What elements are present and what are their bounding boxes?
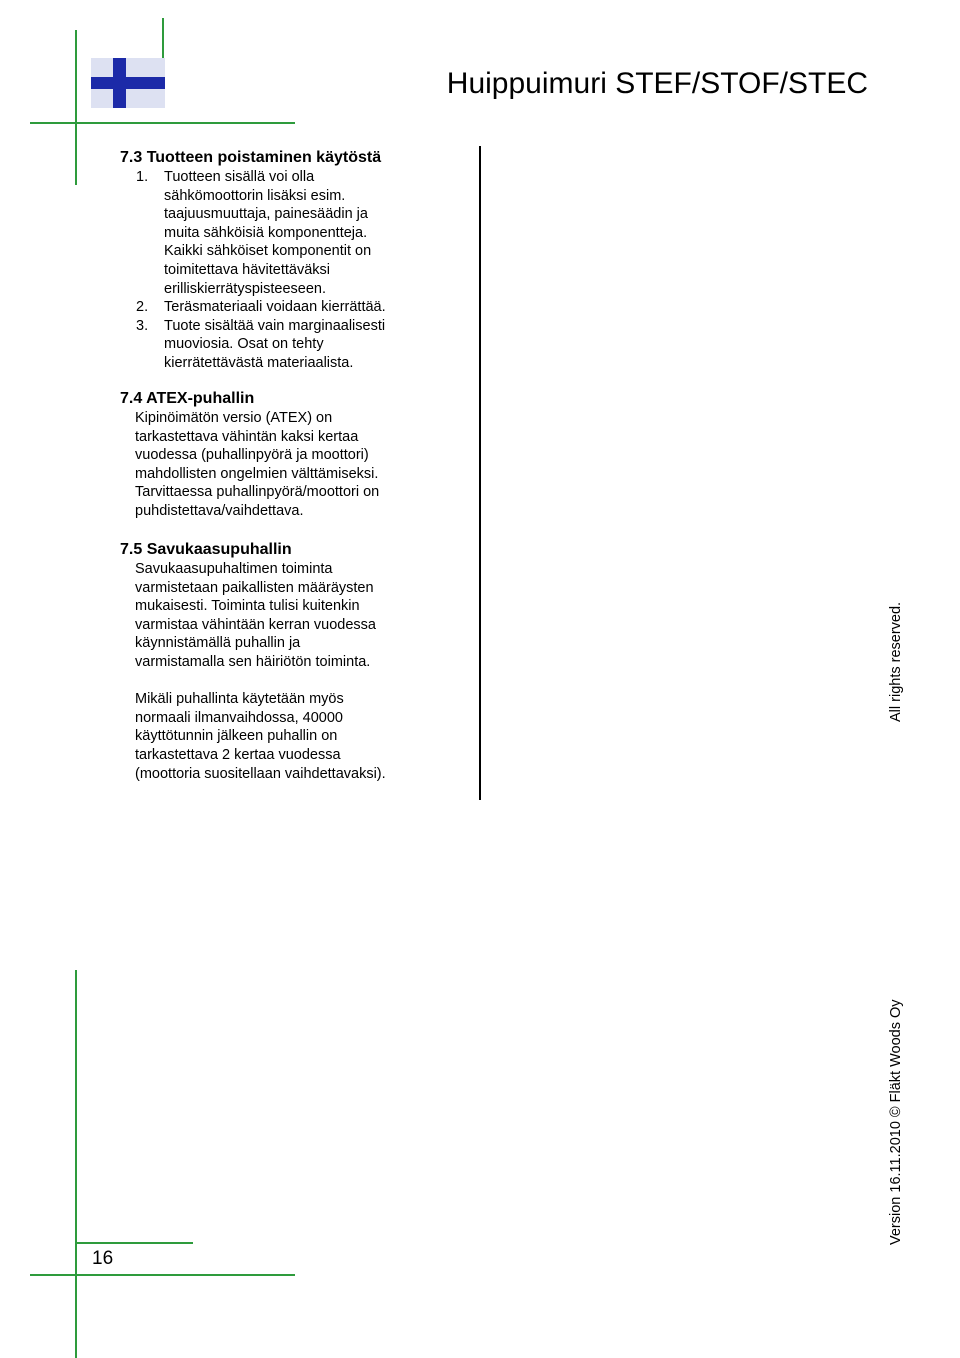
list-item-line: muita sähköisiä komponentteja. xyxy=(164,224,368,241)
paragraph-line: tarkastettava vähintän kaksi kertaa xyxy=(135,428,359,445)
list-item-line: sähkömoottorin lisäksi esim. xyxy=(164,187,346,204)
paragraph-line: normaali ilmanvaihdossa, 40000 xyxy=(135,709,343,726)
paragraph-line: Mikäli puhallinta käytetään myös xyxy=(135,691,344,708)
rights-notice: All rights reserved. xyxy=(888,601,904,722)
list-item-line: kierrätettävästä materiaalista. xyxy=(164,354,354,371)
paragraph-line: Tarvittaessa puhallinpyörä/moottori on xyxy=(135,484,380,501)
section-7-4-paragraph xyxy=(120,409,470,521)
section-7-3-heading: 7.3 Tuotteen poistaminen käytöstä xyxy=(120,149,382,166)
bottom-horizontal-green-line-1 xyxy=(75,1242,193,1244)
list-item-number: 3. xyxy=(136,317,149,334)
section-7-4-heading: 7.4 ATEX-puhallin xyxy=(120,390,255,407)
section-7-5-paragraph-1 xyxy=(120,560,475,672)
paragraph-line: mahdollisten ongelmien välttämiseksi. xyxy=(135,465,379,482)
paragraph-line: varmistamalla sen häiriötön toiminta. xyxy=(135,653,371,670)
list-item xyxy=(120,168,470,298)
paragraph-line: käyttötunnin jälkeen puhallin on xyxy=(135,728,338,745)
page-number: 16 xyxy=(92,1248,114,1269)
section-7-3-list xyxy=(120,168,470,373)
paragraph-line: puhdistettava/vaihdettava. xyxy=(135,502,304,519)
list-item-number: 1. xyxy=(136,169,149,185)
paragraph-line: käynnistämällä puhallin ja xyxy=(135,635,301,652)
list-item-line: taajuusmuuttaja, painesäädin ja xyxy=(164,206,368,223)
bottom-vertical-green-line xyxy=(75,970,77,1358)
version-notice: Version 16.11.2010 © Fläkt Woods Oy xyxy=(888,999,904,1245)
paragraph-line: (moottoria suositellaan vaihdettavaksi). xyxy=(135,765,386,782)
list-item-line: Tuotteen sisällä voi olla xyxy=(164,169,315,185)
paragraph-line: vuodessa (puhallinpyörä ja moottori) xyxy=(135,447,369,464)
section-7-5 xyxy=(120,540,475,783)
paragraph-line: Kipinöimätön versio (ATEX) on xyxy=(135,410,333,426)
list-item-line: erilliskierrätyspisteeseen. xyxy=(164,280,326,297)
paragraph-line: varmistaa vähintään kerran vuodessa xyxy=(135,616,376,633)
paragraph-line: Savukaasupuhaltimen toiminta xyxy=(135,561,333,577)
list-item xyxy=(120,317,470,373)
list-item-line: Teräsmateriaali voidaan kierrättää. xyxy=(164,299,386,316)
list-item-line: muoviosia. Osat on tehty xyxy=(164,336,324,353)
column-divider-line xyxy=(479,146,481,800)
top-horizontal-green-line xyxy=(30,122,295,124)
document-title: Huippuimuri STEF/STOF/STEC xyxy=(446,67,868,100)
list-item-number: 2. xyxy=(136,299,149,316)
list-item xyxy=(120,298,470,317)
list-item-line: Kaikki sähköiset komponentit on xyxy=(164,243,372,260)
list-item-line: toimitettava hävitettäväksi xyxy=(164,261,331,278)
top-short-vertical-green-line xyxy=(162,18,164,58)
bottom-horizontal-green-line-2 xyxy=(30,1274,295,1276)
section-7-4 xyxy=(120,389,470,521)
top-vertical-green-line xyxy=(75,30,77,185)
list-item-line: Tuote sisältää vain marginaalisesti xyxy=(164,317,386,334)
section-7-3 xyxy=(120,148,470,373)
paragraph-line: tarkastettava 2 kertaa vuodessa xyxy=(135,746,341,763)
section-7-5-heading: 7.5 Savukaasupuhallin xyxy=(120,541,292,558)
paragraph-line: mukaisesti. Toiminta tulisi kuitenkin xyxy=(135,598,360,615)
section-7-5-paragraph-2 xyxy=(120,690,475,783)
finnish-flag-icon xyxy=(91,58,165,108)
paragraph-line: varmistetaan paikallisten määräysten xyxy=(135,579,374,596)
